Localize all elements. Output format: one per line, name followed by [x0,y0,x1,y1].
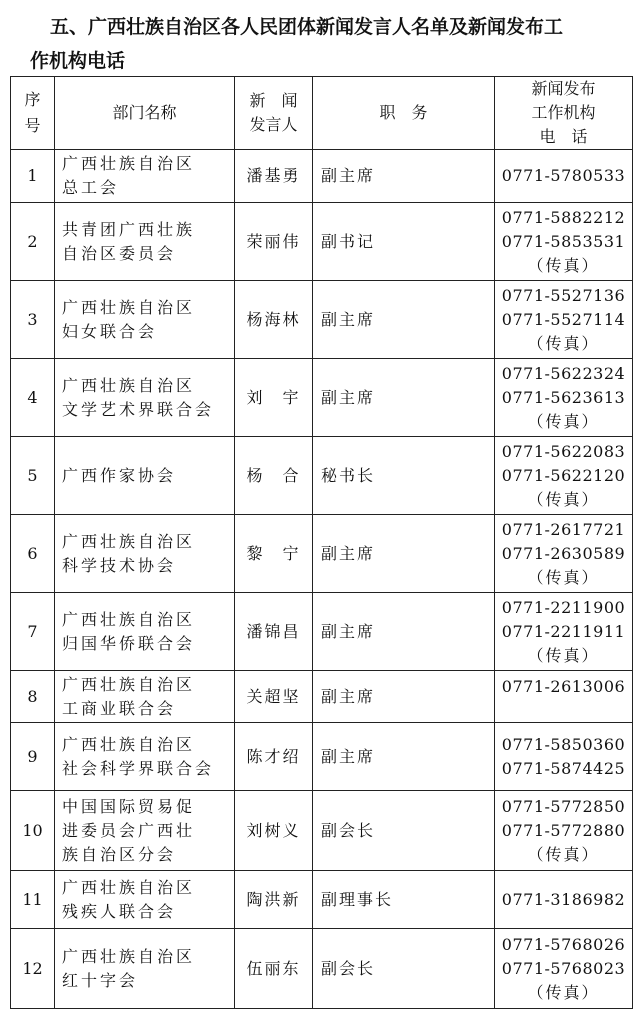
table-row [11,281,633,359]
row-seq: 9 [11,723,55,791]
department-line: 红十字会 [62,970,139,990]
header-phone: 新闻发布 工作机构 电 话 [495,77,633,150]
row-phone [495,671,633,723]
row-position: 副主席 [313,515,495,593]
spokesperson-table [10,76,633,1009]
table-row [11,871,633,929]
row-seq: 3 [11,281,55,359]
fax-label: （传真） [527,567,600,587]
row-seq: 4 [11,359,55,437]
row-department [55,593,235,671]
fax-label: （传真） [527,333,600,353]
row-phone [495,929,633,1009]
department-line: 共青团广西壮族 [62,219,196,239]
fax-label: （传真） [527,411,600,431]
phone-number: 0771-5882212 [501,207,626,227]
department-line: 广西壮族自治区 [62,609,196,629]
phone-number: 0771-3186982 [501,889,626,909]
row-department [55,203,235,281]
department-line: 广西壮族自治区 [62,877,196,897]
row-seq: 5 [11,437,55,515]
row-phone [495,359,633,437]
department-line: 残疾人联合会 [62,901,177,921]
phone-number: 0771-2211911 [501,621,626,641]
header-spokesperson: 新 闻 发言人 [235,77,313,150]
phone-number: 0771-5853531 [501,231,626,251]
row-position: 副主席 [313,359,495,437]
document-title [30,10,630,78]
phone-number: 0771-5623613 [501,387,626,407]
department-line: 总工会 [62,178,120,197]
department-line: 文学艺术界联合会 [62,399,215,419]
phone-number: 0771-2211900 [501,597,626,617]
phone-number: 0771-5772880 [501,820,626,840]
row-seq: 1 [11,150,55,203]
row-spokesperson: 关超坚 [235,671,313,723]
fax-label: （传真） [527,489,600,509]
row-phone [495,437,633,515]
fax-label: （传真） [527,844,600,864]
department-line: 广西壮族自治区 [62,674,196,694]
row-spokesperson: 陈才绍 [235,723,313,791]
department-line: 自治区委员会 [62,243,177,263]
phone-number: 0771-5768023 [501,958,626,978]
row-phone [495,871,633,929]
row-seq: 7 [11,593,55,671]
row-department [55,150,235,203]
table-row [11,150,633,203]
department-line: 广西壮族自治区 [62,297,196,317]
department-line: 族自治区分会 [62,844,177,864]
phone-number: 0771-5772850 [501,796,626,816]
phone-number: 0771-5780533 [501,166,626,185]
phone-number: 0771-5850360 [501,734,626,754]
phone-number: 0771-5768026 [501,934,626,954]
row-position: 秘书长 [313,437,495,515]
table-row [11,203,633,281]
row-phone [495,203,633,281]
department-line: 妇女联合会 [62,321,158,341]
header-position: 职 务 [313,77,495,150]
row-seq: 2 [11,203,55,281]
department-line: 归国华侨联合会 [62,633,196,653]
row-spokesperson: 潘锦昌 [235,593,313,671]
row-position: 副主席 [313,723,495,791]
row-position: 副会长 [313,929,495,1009]
department-line: 科学技术协会 [62,555,177,575]
table-row [11,929,633,1009]
header-seq: 序 号 [11,77,55,150]
department-line: 广西壮族自治区 [62,734,196,754]
row-spokesperson: 伍丽东 [235,929,313,1009]
row-spokesperson: 潘基勇 [235,150,313,203]
row-department [55,791,235,871]
department-line: 广西壮族自治区 [62,154,196,173]
phone-number: 0771-5622120 [501,465,626,485]
row-department [55,515,235,593]
table-row [11,593,633,671]
row-seq: 8 [11,671,55,723]
department-line: 中国国际贸易促 [62,796,196,816]
department-line: 广西壮族自治区 [62,531,196,551]
row-department [55,723,235,791]
phone-number: 0771-5527114 [501,309,626,329]
phone-number: 0771-5527136 [501,285,626,305]
row-phone [495,593,633,671]
department-line: 社会科学界联合会 [62,758,215,778]
row-position: 副主席 [313,593,495,671]
phone-number: 0771-2617721 [501,519,626,539]
row-phone [495,515,633,593]
department-line: 工商业联合会 [62,698,177,718]
row-spokesperson: 刘 宇 [235,359,313,437]
table-row [11,791,633,871]
row-phone [495,150,633,203]
row-position: 副理事长 [313,871,495,929]
row-spokesperson: 杨 合 [235,437,313,515]
fax-label: （传真） [527,255,600,275]
row-seq: 12 [11,929,55,1009]
phone-number: 0771-5622083 [501,441,626,461]
table-row [11,671,633,723]
title-line-1: 五、广西壮族自治区各人民团体新闻发言人名单及新闻发布工 [50,16,564,38]
row-position: 副主席 [313,281,495,359]
phone-number: 0771-5874425 [501,758,626,778]
row-position: 副书记 [313,203,495,281]
fax-label: （传真） [527,645,600,665]
row-seq: 11 [11,871,55,929]
department-line: 广西壮族自治区 [62,946,196,966]
phone-number: 0771-5622324 [501,363,626,383]
row-phone [495,791,633,871]
phone-number: 0771-2630589 [501,543,626,563]
row-department [55,437,235,515]
table-row [11,723,633,791]
department-line: 进委员会广西壮 [62,820,196,840]
row-spokesperson: 刘树义 [235,791,313,871]
row-seq: 10 [11,791,55,871]
row-spokesperson: 陶洪新 [235,871,313,929]
row-position: 副主席 [313,671,495,723]
row-phone [495,723,633,791]
row-department [55,359,235,437]
row-position: 副会长 [313,791,495,871]
row-department [55,929,235,1009]
fax-label: （传真） [527,982,600,1002]
row-department [55,671,235,723]
table-row [11,359,633,437]
department-line: 广西作家协会 [62,465,177,485]
row-spokesperson: 杨海林 [235,281,313,359]
table-row [11,515,633,593]
table-header-row [11,77,633,150]
row-position: 副主席 [313,150,495,203]
table-body [11,150,633,1009]
row-department [55,281,235,359]
row-spokesperson: 黎 宁 [235,515,313,593]
row-spokesperson: 荣丽伟 [235,203,313,281]
table-row [11,437,633,515]
row-phone [495,281,633,359]
header-dept: 部门名称 [55,77,235,150]
row-seq: 6 [11,515,55,593]
phone-number: 0771-2613006 [501,677,626,696]
title-line-2: 作机构电话 [30,50,126,72]
row-department [55,871,235,929]
department-line: 广西壮族自治区 [62,375,196,395]
